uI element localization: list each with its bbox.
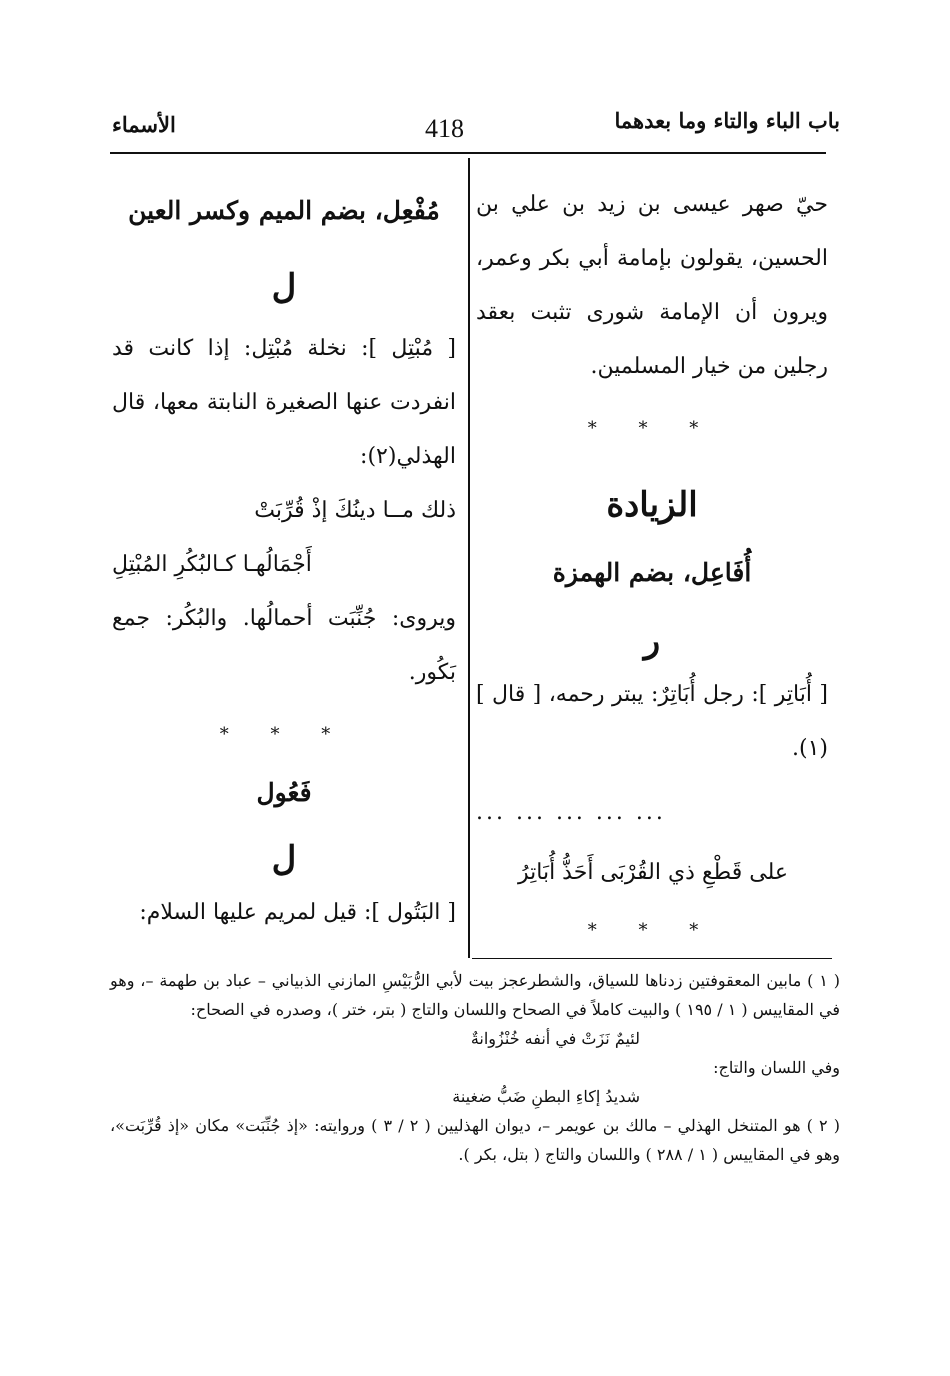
right-column <box>476 178 828 958</box>
dictionary-entry: [ أُبَاتِر ]: رجل أُبَاتِرٌ: يبتر رحمه، [ قال ](١). <box>476 682 828 761</box>
footnote-2: ( ٢ ) هو المتنخل الهذلي – مالك بن عويمر –، ديوان الهذليين ( ٢ / ٣ ) وروايته: «إذ جُنِّبَت» مكان «إذ قُرِّبَت»، وهو في المقاييس ( ١ / ٢٨٨ ) واللسان والتاج ( بتل، بكر ). <box>110 1116 841 1164</box>
paragraph: حيّ صهر عيسى بن زيد بن علي بن الحسين، يقولون بإمامة أبي بكر وعمر، ويرون أن الإمامة شورى تثبت بعقد رجلين من خيار المسلمين. <box>476 192 828 379</box>
footnote-text: وفي اللسان والتاج: <box>713 1058 840 1077</box>
pattern-heading: فَعُول <box>256 778 312 807</box>
section-title: الزيادة <box>606 485 698 525</box>
page-number: 418 <box>425 114 464 143</box>
root-letter: ل <box>271 267 297 307</box>
dictionary-entry: ويروى: جُنِّبَت أحمالُها. والبُكُر: جمع بَكُور. <box>112 606 456 685</box>
column-divider <box>468 158 470 958</box>
section-separator-stars: * * * <box>219 724 349 745</box>
pattern-heading: مُفْعِل، بضم الميم وكسر العين <box>128 196 440 225</box>
ellipsis-line: ... ... ... ... ... <box>476 800 666 825</box>
pattern-heading: أُفَاعِل، بضم الهمزة <box>552 558 752 587</box>
footnotes <box>110 966 840 1169</box>
dictionary-entry: [ البَتُول ]: قيل لمريم عليها السلام: <box>139 900 456 925</box>
footnote-1: ( ١ ) مابين المعقوفتين زدناها للسياق، والشطرعجز بيت لأبي الرُّبَيْسِ المازني الذبياني – عباد بن طهمة –، وهو في المقاييس ( ١ / ١٩٥ ) والبيت كاملاً في الصحاح واللسان والتاج ( بتر، ختر )، وصدره في الصحاح: <box>110 971 840 1019</box>
dictionary-entry: [ مُبْتِل ]: نخلة مُبْتِل: إذا كانت قد انفردت عنها الصغيرة النابتة معها، قال الهذلي(٢): <box>112 336 456 469</box>
footnote-rule <box>472 958 832 959</box>
poetry-verse-first-half: ذلك مــا دينُكَ إذْ قُرِّبَتْ <box>254 498 456 523</box>
footnote-verse: لئيمٌ نَزَتْ في أنفه خُنْزُوانةٌ <box>470 1029 640 1048</box>
section-separator-stars: * * * <box>587 418 717 439</box>
left-column <box>112 178 456 940</box>
header-rule <box>110 152 826 154</box>
running-header-chapter: باب الباء والتاء وما بعدهما <box>614 108 840 133</box>
footnote-verse: شديدُ إكاءِ البطنِ ضَبُّ ضغينة <box>452 1087 640 1106</box>
root-letter: ر <box>643 621 661 661</box>
poetry-verse: على قَطْعِ ذي القُرْبَى أَحَذُّ أُبَاتِرُ <box>517 860 788 885</box>
section-separator-stars: * * * <box>587 920 717 941</box>
root-letter: ل <box>271 839 297 879</box>
running-header-section: الأسماء <box>112 112 176 137</box>
poetry-verse-second-half: أَجْمَالُهـا كـالبُكُرِ المُبْتِلِ <box>112 552 312 577</box>
